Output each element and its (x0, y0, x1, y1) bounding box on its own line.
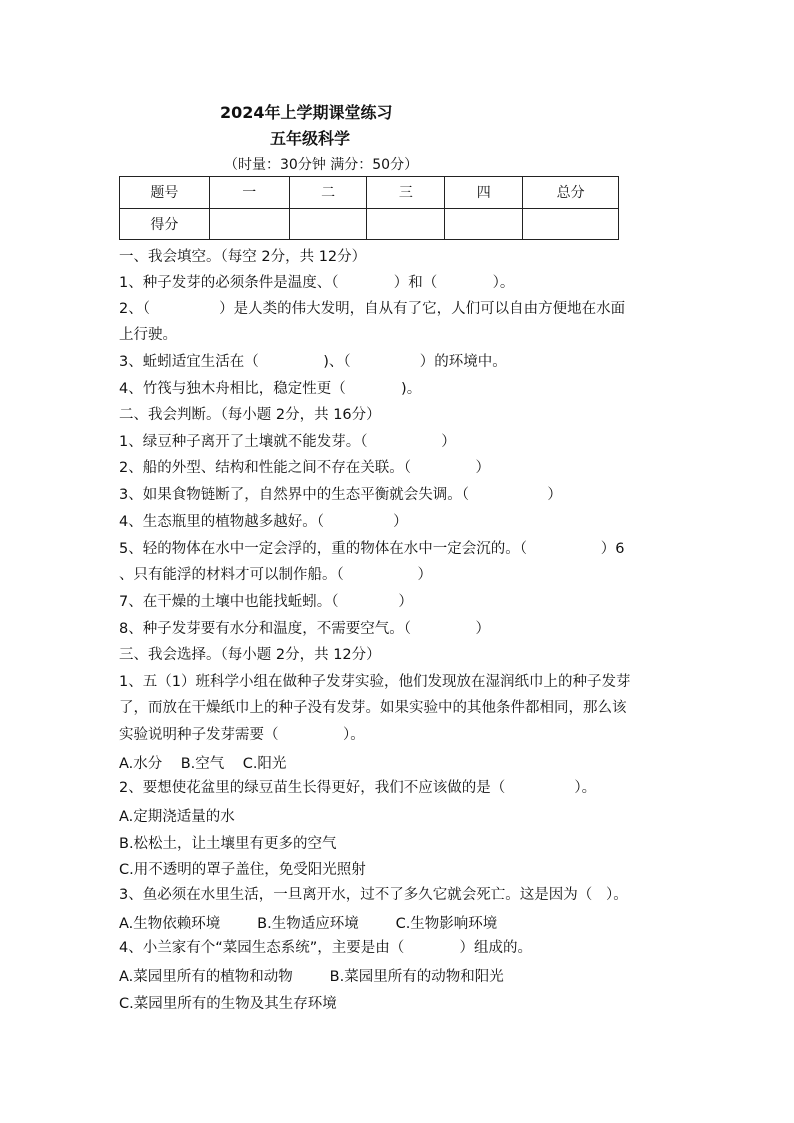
table-row (120, 177, 619, 209)
table-cell: 二 (289, 177, 367, 209)
score-input-cell[interactable] (289, 208, 367, 240)
page-title: 2024年上学期课堂练习 (220, 103, 393, 122)
answer-option: A.定期浇适量的水 (119, 809, 235, 825)
question: 2、（ ）是人类的伟大发明，自从有了它，人们可以自由方便地在水面 (119, 301, 626, 317)
table-cell: 一 (209, 177, 289, 209)
question: 8、种子发芽要有水分和温度，不需要空气。（ ） (119, 621, 491, 637)
table-cell: 三 (367, 177, 445, 209)
question: 、只有能浮的材料才可以制作船。（ ） (119, 567, 432, 583)
answer-option: C.菜园里所有的生物及其生存环境 (119, 996, 337, 1012)
question: 1、绿豆种子离开了土壤就不能发芽。（ ） (119, 434, 456, 450)
answer-options: A.水分 B.空气 C.阳光 (119, 756, 287, 772)
question: 4、竹筏与独木舟相比，稳定性更（ )。 (119, 381, 422, 397)
question: 1、五（1）班科学小组在做种子发芽实验，他们发现放在湿润纸巾上的种子发芽 (119, 674, 631, 690)
section-heading: 二、我会判断。（每小题 2分，共 16分） (119, 407, 381, 423)
table-row (120, 208, 619, 240)
answer-options: A.菜园里所有的植物和动物 B.菜园里所有的动物和阳光 (119, 969, 504, 985)
question: 3、如果食物链断了，自然界中的生态平衡就会失调。（ ） (119, 487, 562, 503)
question: 5、轻的物体在水中一定会浮的，重的物体在水中一定会沉的。（ ）6 (119, 541, 625, 557)
table-cell: 得分 (120, 208, 210, 240)
score-input-cell[interactable] (209, 208, 289, 240)
section-heading: 一、我会填空。（每空 2分，共 12分） (119, 249, 367, 265)
score-table (119, 176, 619, 240)
table-cell: 题号 (120, 177, 210, 209)
page-subtitle: 五年级科学 (270, 129, 351, 148)
table-cell: 四 (445, 177, 523, 209)
score-input-cell[interactable] (367, 208, 445, 240)
question: 3、蚯蚓适宜生活在（ )、（ ）的环境中。 (119, 354, 507, 370)
question: 了，而放在干燥纸巾上的种子没有发芽。如果实验中的其他条件都相同，那么该 (119, 700, 627, 716)
score-input-cell[interactable] (445, 208, 523, 240)
section-heading: 三、我会选择。（每小题 2分，共 12分） (119, 647, 381, 663)
question: 1、种子发芽的必须条件是温度、（ ）和（ ）。 (119, 275, 515, 291)
question: 上行驶。 (119, 327, 177, 343)
score-input-cell[interactable] (523, 208, 619, 240)
question: 7、在干燥的土壤中也能找蚯蚓。（ ） (119, 594, 413, 610)
question: 2、要想使花盆里的绿豆苗生长得更好，我们不应该做的是（ ）。 (119, 780, 597, 796)
table-cell: 总分 (523, 177, 619, 209)
answer-option: C.用不透明的罩子盖住，免受阳光照射 (119, 862, 366, 878)
question: 2、船的外型、结构和性能之间不存在关联。（ ） (119, 460, 491, 476)
question: 4、小兰家有个“菜园生态系统”，主要是由（ ）组成的。 (119, 940, 533, 956)
answer-options: A.生物依赖环境 B.生物适应环境 C.生物影响环境 (119, 916, 498, 932)
question: 4、生态瓶里的植物越多越好。（ ） (119, 514, 408, 530)
exam-info: （时量：30分钟 满分：50分） (224, 157, 419, 173)
answer-option: B.松松土，让土壤里有更多的空气 (119, 836, 337, 852)
question: 实验说明种子发芽需要（ ）。 (119, 727, 365, 743)
question: 3、鱼必须在水里生活，一旦离开水，过不了多久它就会死亡。这是因为（ ）。 (119, 887, 628, 903)
